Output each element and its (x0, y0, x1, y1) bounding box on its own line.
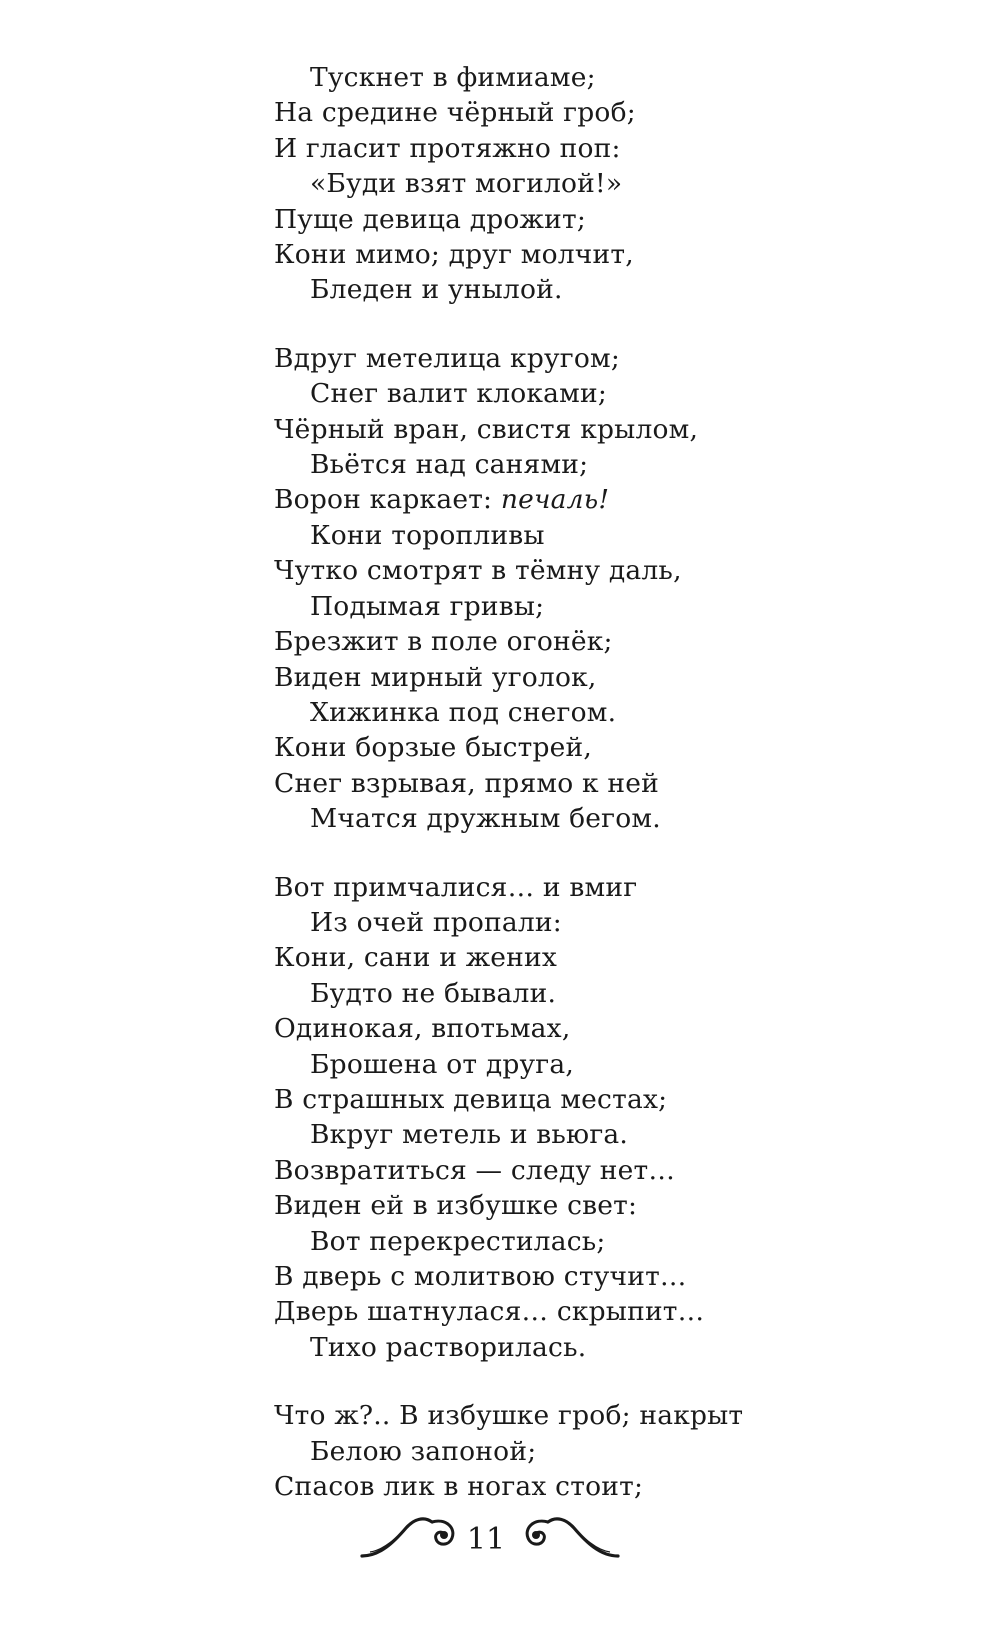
poem-line (274, 976, 974, 1011)
poem-line (274, 624, 974, 659)
poem-line (274, 272, 974, 307)
poem-line-text: Бледен и унылой. (310, 274, 563, 306)
poem-line-text: Тускнет в фимиаме; (310, 62, 596, 93)
poem-line-text: Мчатся дружным бегом. (310, 803, 661, 835)
poem-line-text: Виден мирный уголок, (274, 661, 597, 693)
poem-line-text: Хижинка под снегом. (310, 696, 617, 728)
poem-line-text: Белою запоной; (310, 1435, 537, 1467)
poem-line-text: Подымая гривы; (310, 590, 545, 622)
poem-line-text: Брошена от друга, (310, 1048, 575, 1080)
poem-line (274, 940, 974, 975)
poem-text (274, 60, 974, 1537)
poem-line-text: Снег взрывая, прямо к ней (274, 767, 659, 799)
poem-line-text: Тихо растворилась. (310, 1331, 587, 1363)
poem-line-text: В страшных девица местах; (274, 1083, 668, 1115)
poem-line (274, 60, 974, 95)
poem-line-text: Вот примчалися… и вмиг (274, 871, 638, 903)
swirl-ornament-right-icon (520, 1512, 620, 1566)
poem-line (274, 1188, 974, 1223)
poem-line-text: Брезжит в поле огонёк; (274, 626, 613, 658)
poem-line (274, 237, 974, 272)
poem-line (274, 482, 974, 517)
stanza (274, 1398, 974, 1504)
poem-line-text: Вот перекрестилась; (310, 1225, 606, 1257)
poem-line (274, 1117, 974, 1152)
poem-line (274, 376, 974, 411)
page-footer (0, 1512, 1000, 1582)
poem-line-text: В дверь с молитвою стучит… (274, 1261, 687, 1292)
poem-line-text: Что ж?.. В избушке гроб; накрыт (274, 1400, 744, 1432)
poem-line (274, 801, 974, 836)
poem-line (274, 518, 974, 553)
poem-line-text: Из очей пропали: (310, 906, 562, 938)
poem-line (274, 1082, 974, 1117)
poem-line-text: Возвратиться — следу нет… (274, 1154, 676, 1186)
poem-line (274, 1330, 974, 1365)
poem-line (274, 553, 974, 588)
poem-line (274, 1011, 974, 1046)
poem-line-text: Кони мимо; друг молчит, (274, 239, 634, 271)
poem-line-text: На средине чёрный гроб; (274, 97, 636, 129)
poem-line (274, 695, 974, 730)
stanza (274, 60, 974, 308)
poem-line (274, 1153, 974, 1188)
poem-line-text: Одинокая, впотьмах, (274, 1013, 571, 1045)
poem-line-text: Виден ей в избушке свет: (274, 1190, 638, 1222)
poem-line-text: Кони борзые быстрей, (274, 732, 593, 764)
page-number: 11 (466, 1522, 506, 1557)
poem-line (274, 1259, 974, 1294)
poem-line-text: Вьётся над санями; (310, 449, 589, 481)
poem-line (274, 412, 974, 447)
poem-line-text: «Буди взят могилой!» (310, 168, 623, 200)
poem-line-text: Чутко смотрят в тёмну даль, (274, 555, 682, 587)
poem-line-text: Вдруг метелица кругом; (274, 342, 620, 374)
poem-line-text: Дверь шатнулася… скрыпит… (274, 1296, 705, 1328)
poem-line-text: Пуще девица дрожит; (274, 203, 586, 235)
poem-line-text: Снег валит клоками; (310, 378, 607, 410)
poem-line (274, 131, 974, 166)
stanza (274, 870, 974, 1366)
poem-line (274, 730, 974, 765)
poem-line-text: Кони, сани и жених (274, 942, 558, 974)
poem-line-text: Вкруг метель и вьюга. (310, 1119, 629, 1151)
poem-line (274, 1434, 974, 1469)
poem-line (274, 447, 974, 482)
poem-line-text: И гласит протяжно поп: (274, 132, 621, 164)
poem-line-text: Чёрный вран, свистя крылом, (274, 413, 699, 445)
poem-line-text: Ворон каркает: (274, 484, 501, 516)
poem-line (274, 1224, 974, 1259)
stanza (274, 341, 974, 837)
poem-line (274, 870, 974, 905)
poem-line-text: Спасов лик в ногах стоит; (274, 1471, 644, 1503)
poem-line (274, 202, 974, 237)
poem-line (274, 341, 974, 376)
poem-line (274, 166, 974, 201)
poem-line (274, 766, 974, 801)
poem-line-text: Кони торопливы (310, 519, 545, 551)
poem-line-italic-text: печаль! (500, 484, 610, 516)
poem-line (274, 1398, 974, 1433)
poem-line (274, 1047, 974, 1082)
poem-line (274, 660, 974, 695)
poem-line (274, 1469, 974, 1504)
poem-line (274, 95, 974, 130)
poem-line (274, 905, 974, 940)
poem-line (274, 1294, 974, 1329)
poem-line-text: Будто не бывали. (310, 977, 557, 1009)
swirl-ornament-left-icon (360, 1512, 460, 1566)
poem-line (274, 589, 974, 624)
